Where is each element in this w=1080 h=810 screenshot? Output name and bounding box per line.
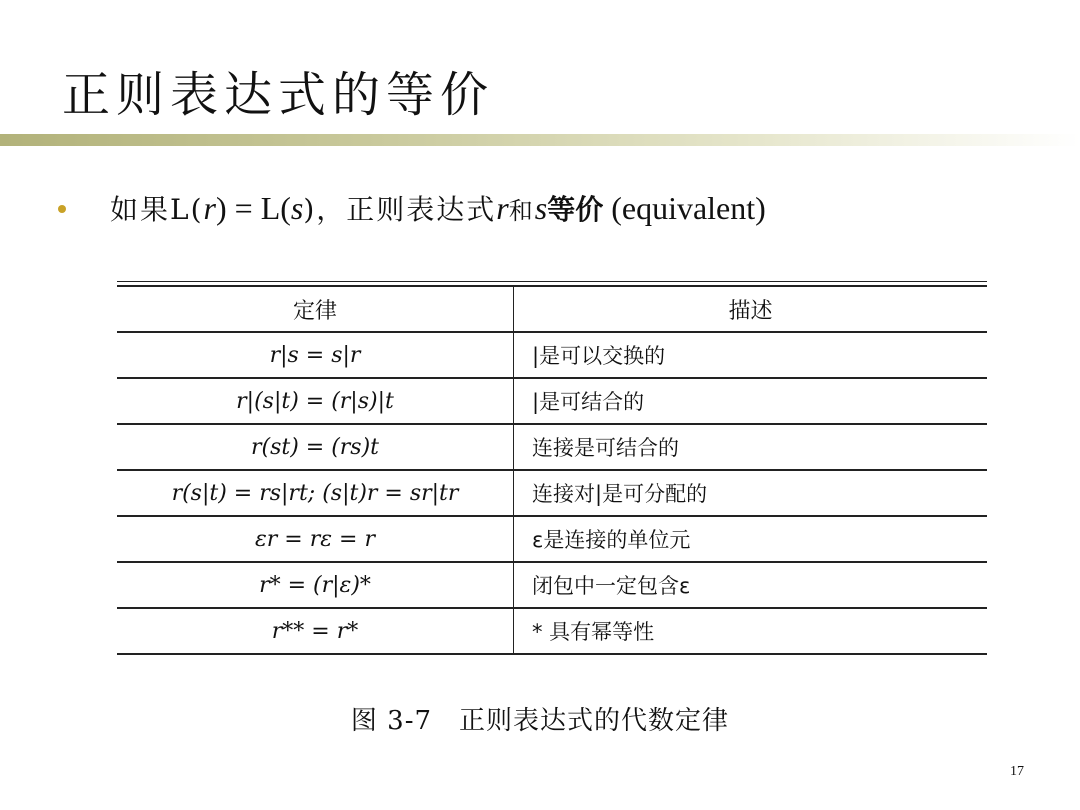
law-cell: r(s|t) = rs|rt; (s|t)r = sr|tr bbox=[117, 470, 514, 516]
law-cell: r(st) = (rs)t bbox=[117, 424, 514, 470]
bullet-he: 和 bbox=[508, 197, 535, 225]
table-row bbox=[117, 516, 987, 562]
algebra-laws-table bbox=[117, 281, 987, 655]
description-cell: |是可结合的 bbox=[514, 378, 988, 424]
table-row bbox=[117, 562, 987, 608]
table-row bbox=[117, 608, 987, 654]
header-description: 描述 bbox=[514, 286, 988, 332]
description-cell: 连接对|是可分配的 bbox=[514, 470, 988, 516]
bullet-r1: r bbox=[203, 190, 216, 226]
law-cell: εr = rε = r bbox=[117, 516, 514, 562]
table-row bbox=[117, 332, 987, 378]
slide-title: 正则表达式的等价 bbox=[62, 67, 495, 123]
bullet-mid2: )，正则表达式 bbox=[303, 193, 497, 226]
law-cell: r|(s|t) = (r|s)|t bbox=[117, 378, 514, 424]
bullet-prefix: 如果L( bbox=[110, 193, 204, 226]
bullet-mid1: ) = L( bbox=[215, 190, 291, 226]
table-row bbox=[117, 378, 987, 424]
description-cell: |是可以交换的 bbox=[514, 332, 988, 378]
page-number: 17 bbox=[1010, 764, 1024, 779]
law-cell: r** = r* bbox=[117, 608, 514, 654]
bullet-s2: s bbox=[534, 190, 548, 226]
table-top-rule bbox=[117, 281, 987, 282]
law-cell: r* = (r|ε)* bbox=[117, 562, 514, 608]
description-cell: * 具有幂等性 bbox=[514, 608, 988, 654]
bullet-s1: s bbox=[290, 190, 304, 226]
table-row bbox=[117, 470, 987, 516]
description-cell: 连接是可结合的 bbox=[514, 424, 988, 470]
table-row bbox=[117, 424, 987, 470]
title-underline-bar bbox=[0, 134, 1080, 146]
description-cell: ε是连接的单位元 bbox=[514, 516, 988, 562]
table-header-row bbox=[117, 286, 987, 332]
bullet-suffix: (equivalent) bbox=[603, 190, 766, 226]
bullet-dot-icon bbox=[58, 205, 66, 213]
description-cell: 闭包中一定包含ε bbox=[514, 562, 988, 608]
bullet-item bbox=[58, 188, 1068, 228]
figure-caption: 图 3-7 正则表达式的代数定律 bbox=[350, 706, 730, 736]
bullet-bold-term: 等价 bbox=[547, 193, 604, 226]
bullet-r2: r bbox=[496, 190, 509, 226]
law-cell: r|s = s|r bbox=[117, 332, 514, 378]
header-law: 定律 bbox=[117, 286, 514, 332]
